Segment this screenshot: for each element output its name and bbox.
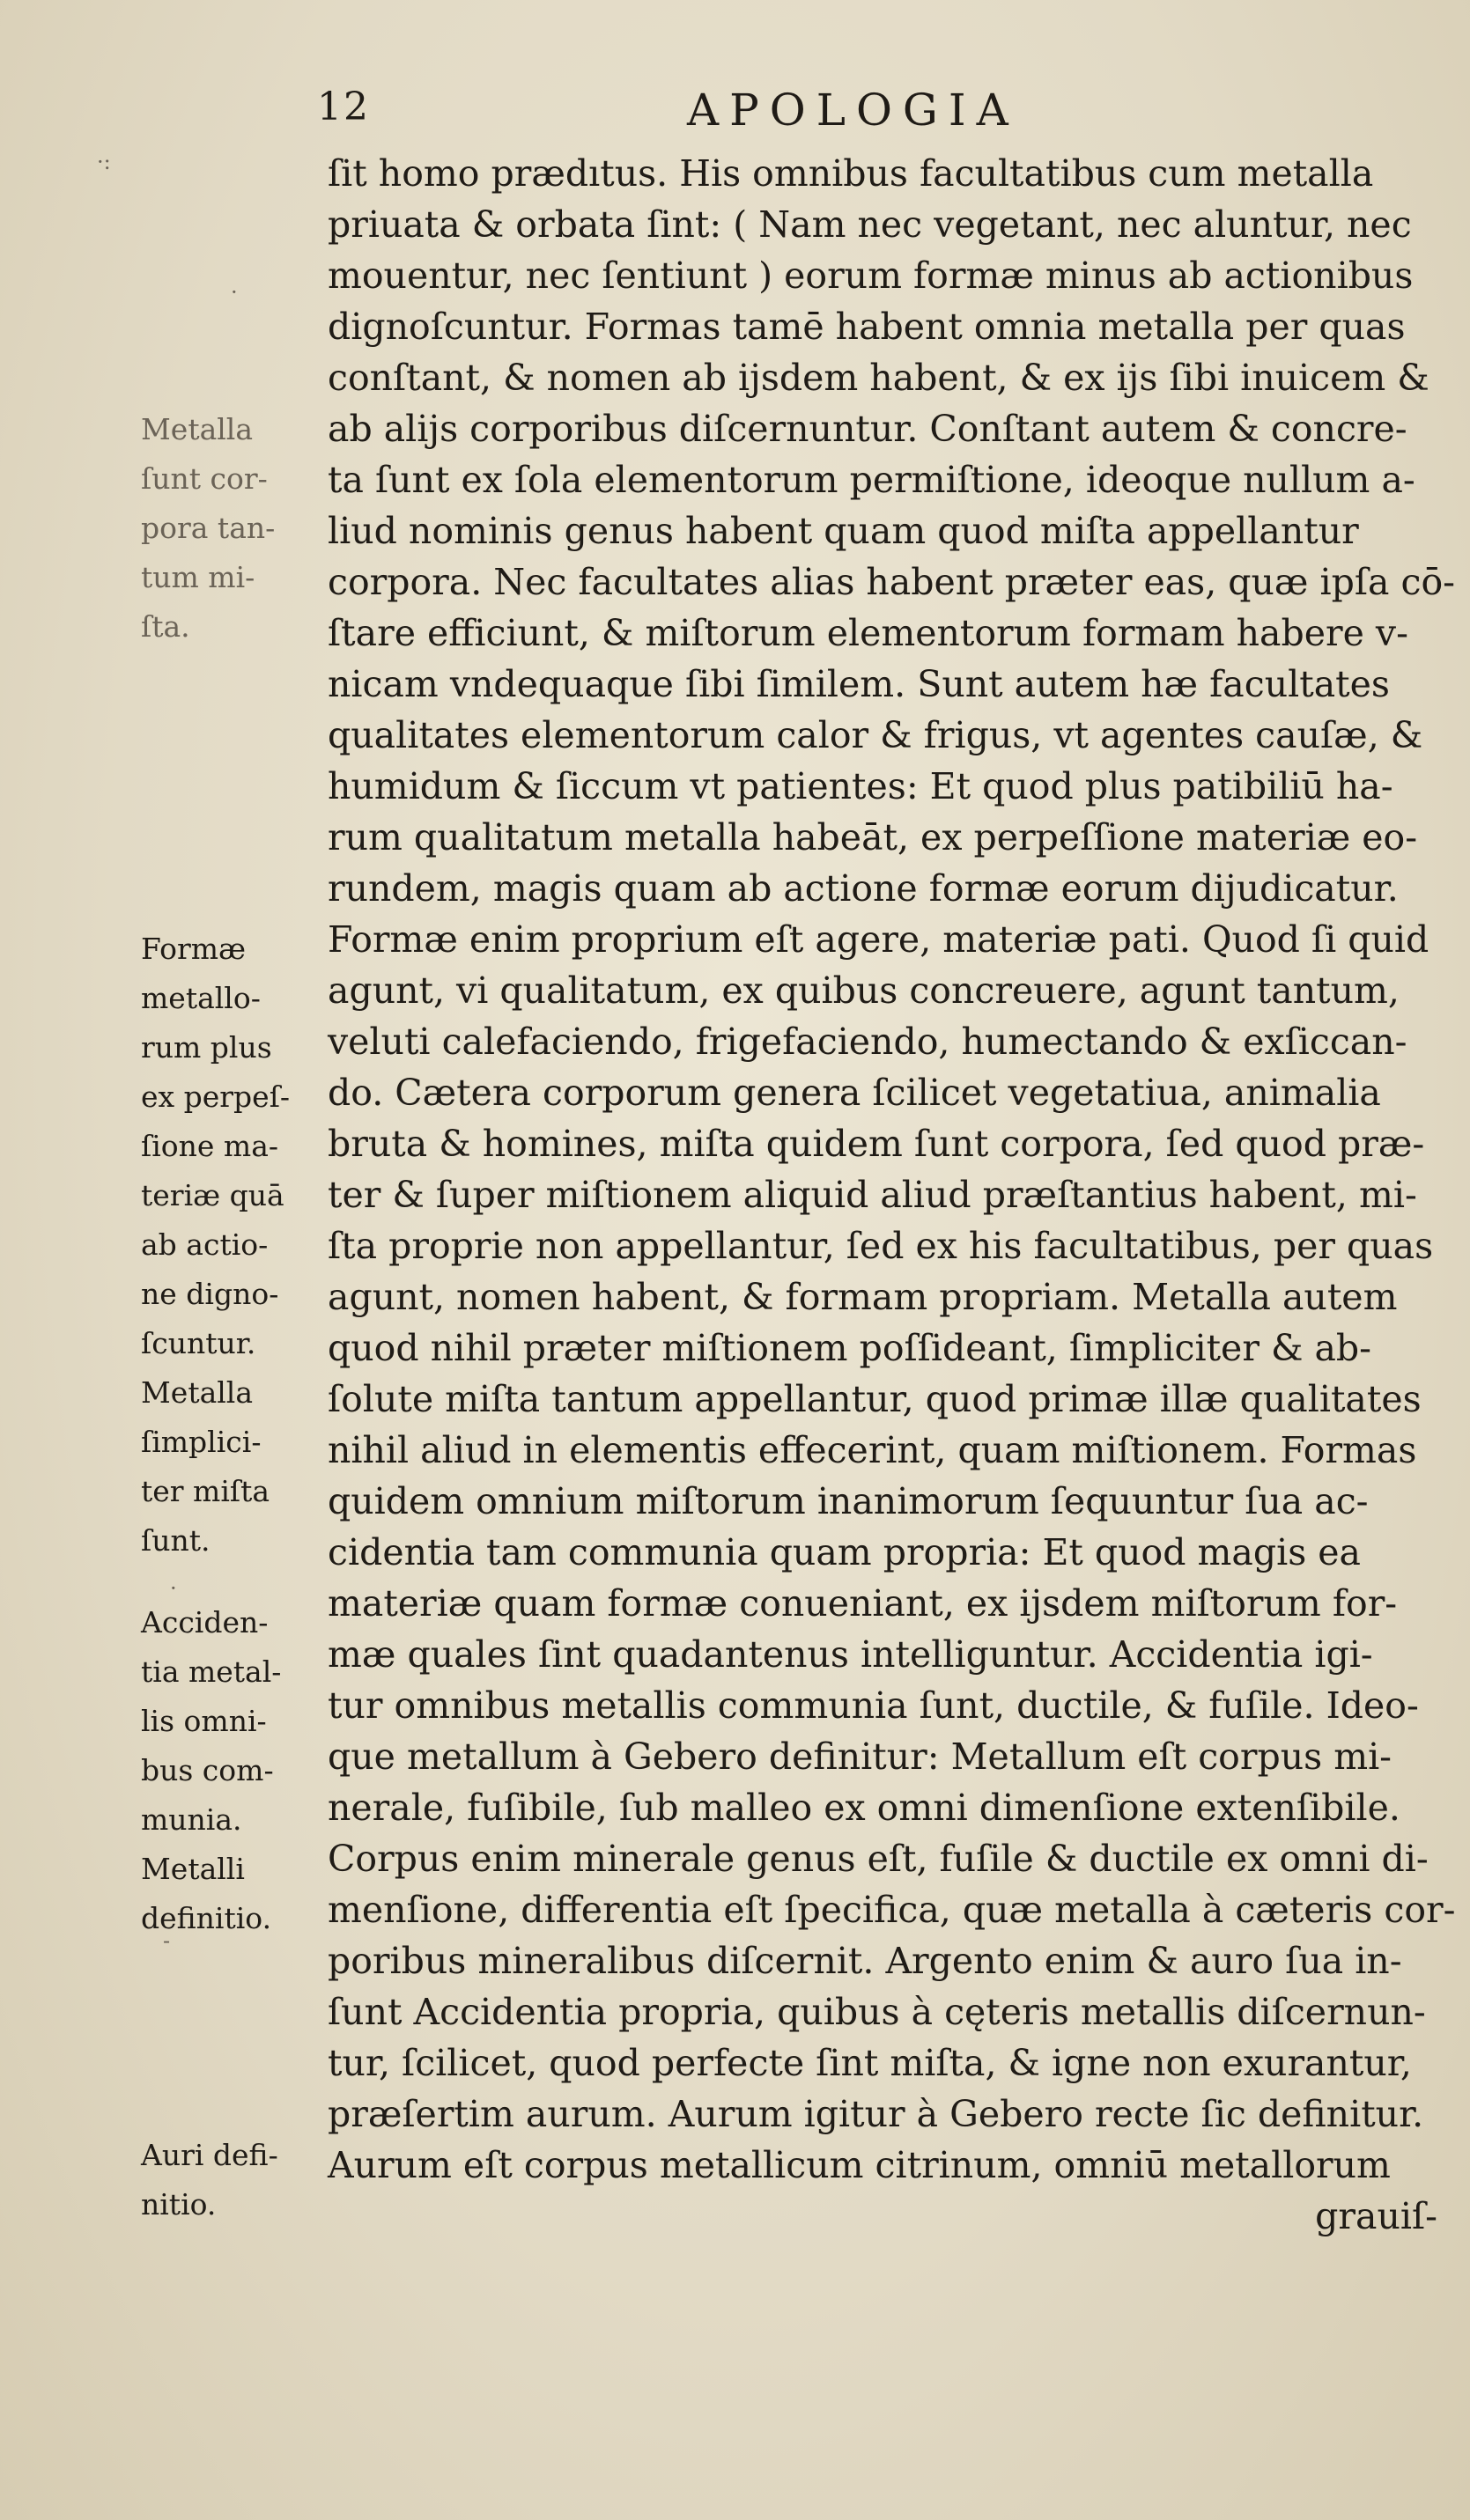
text-line: quod nihil præter miſtionem poſſideant, ſimpliciter & ab-	[328, 1327, 1372, 1369]
margin-note-auri-definitio	[141, 2131, 278, 2229]
margin-note-accidentia	[141, 1598, 281, 1943]
text-line: nerale, fuſibile, ſub malleo ex omni dimenſione extenſibile.	[328, 1787, 1400, 1829]
ink-speck: ·	[170, 1576, 177, 1601]
text-line: cidentia tam communia quam propria: Et quod magis ea	[328, 1531, 1361, 1573]
text-line: Formæ enim proprium eſt agere, materiæ pati. Quod ſi quid	[328, 918, 1429, 961]
margin-note-line: Metalla	[141, 412, 254, 446]
margin-note-formae-metallorum	[141, 925, 290, 1566]
page-header	[317, 85, 1330, 137]
margin-note-line: ſunt cor-	[141, 461, 268, 496]
text-line: ſta proprie non appellantur, ſed ex his facultatibus, per quas	[328, 1225, 1434, 1267]
text-line: rundem, magis quam ab actione formæ eorum dijudicatur.	[328, 867, 1399, 910]
text-line: poribus mineralibus diſcernit. Argento enim & auro ſua in-	[328, 1940, 1402, 1982]
text-line: nihil aliud in elementis effecerint, quam miſtionem. Formas	[328, 1429, 1417, 1471]
text-line: veluti calefaciendo, frigefaciendo, humectando & exſiccan-	[328, 1021, 1407, 1063]
margin-note-line: ſta.	[141, 609, 190, 644]
margin-note-line: teriæ quā	[141, 1178, 284, 1212]
text-line: menſione, differentia eſt ſpecifica, quæ metalla à cæteris cor-	[328, 1889, 1456, 1931]
margin-note-line: ſione ma-	[141, 1129, 279, 1163]
text-line: ſit homo prædıtus. His omnibus facultatibus cum metalla	[328, 152, 1374, 195]
running-title: APOLOGIA	[687, 85, 1019, 136]
text-line: mouentur, nec ſentiunt ) eorum formæ minus ab actionibus	[328, 254, 1414, 297]
text-line: tur, ſcilicet, quod perfecte ſint miſta, & igne non exurantur,	[328, 2042, 1412, 2084]
margin-note-line: ſunt.	[141, 1523, 211, 1558]
text-line: ſtare efficiunt, & miſtorum elementorum formam habere v-	[328, 612, 1408, 654]
text-line: liud nominis genus habent quam quod miſta appellantur	[328, 510, 1359, 552]
text-line: agunt, vi qualitatum, ex quibus concreuere, agunt tantum,	[328, 969, 1400, 1012]
text-line: conſtant, & nomen ab ijsdem habent, & ex ijs ſibi inuicem &	[328, 357, 1429, 399]
margin-note-line: Acciden-	[141, 1605, 269, 1639]
margin-note-line: Formæ	[141, 932, 247, 966]
margin-note-line: Metalla	[141, 1375, 254, 1410]
catchword: grauiſ-	[1315, 2195, 1437, 2237]
ink-speck: ·:	[97, 150, 111, 174]
text-line: rum qualitatum metalla habeāt, ex perpeſſione materiæ eo-	[328, 816, 1418, 858]
page-number: 12	[317, 85, 370, 129]
margin-note-line: ne digno-	[141, 1277, 279, 1311]
margin-note-line: ſimplici-	[141, 1425, 262, 1459]
text-line: quidem omnium miſtorum inanimorum ſequuntur ſua ac-	[328, 1480, 1369, 1522]
margin-note-line: Metalli	[141, 1852, 245, 1886]
main-text-block	[328, 148, 1456, 2242]
margin-note-line: definitio.	[141, 1901, 272, 1935]
margin-note-metalla-mista	[141, 405, 275, 652]
text-line: dignoſcuntur. Formas tamē habent omnia metalla per quas	[328, 306, 1406, 348]
text-line: humidum & ſiccum vt patientes: Et quod plus patibiliū ha-	[328, 765, 1393, 807]
margin-note-line: bus com-	[141, 1753, 274, 1787]
margin-note-line: munia.	[141, 1802, 242, 1837]
text-line: Aurum eſt corpus metallicum citrinum, omniū metallorum	[328, 2144, 1391, 2186]
margin-note-line: pora tan-	[141, 511, 276, 545]
text-line: qualitates elementorum calor & frigus, vt agentes cauſæ, &	[328, 714, 1423, 756]
margin-note-line: lis omni-	[141, 1704, 267, 1738]
margin-note-line: metallo-	[141, 981, 261, 1015]
ink-speck: ·	[231, 280, 238, 305]
text-line: corpora. Nec facultates alias habent præter eas, quæ ipſa cō-	[328, 561, 1456, 603]
text-line: que metallum à Gebero definitur: Metallum eſt corpus mi-	[328, 1735, 1392, 1778]
text-line: priuata & orbata ſint: ( Nam nec vegetant, nec aluntur, nec	[328, 203, 1412, 246]
margin-note-line: Auri defi-	[141, 2138, 278, 2172]
text-line: do. Cætera corporum genera ſcilicet vegetatiua, animalia	[328, 1072, 1381, 1114]
margin-note-line: nitio.	[141, 2187, 217, 2222]
text-line: ſunt Accidentia propria, quibus à cęteris metallis diſcernun-	[328, 1991, 1426, 2033]
margin-note-line: tum mi-	[141, 560, 255, 594]
text-line: bruta & homines, miſta quidem ſunt corpora, ſed quod præ-	[328, 1123, 1425, 1165]
text-line: ſolute miſta tantum appellantur, quod primæ illæ qualitates	[328, 1378, 1422, 1420]
margin-note-line: rum plus	[141, 1030, 272, 1065]
text-line: tur omnibus metallis communia ſunt, ductile, & fuſile. Ideo-	[328, 1684, 1419, 1727]
margin-note-line: ſcuntur.	[141, 1326, 256, 1360]
text-line: ta ſunt ex ſola elementorum permiſtione, ideoque nullum a-	[328, 459, 1415, 501]
text-line: Corpus enim minerale genus eſt, fuſile & ductile ex omni di-	[328, 1838, 1429, 1880]
text-line: ter & ſuper miſtionem aliquid aliud præſtantius habent, mi-	[328, 1174, 1417, 1216]
text-line: agunt, nomen habent, & formam propriam. Metalla autem	[328, 1276, 1398, 1318]
text-line: præſertim aurum. Aurum igitur à Gebero recte ſic definitur.	[328, 2093, 1424, 2135]
margin-note-line: ex perpeſ-	[141, 1079, 291, 1114]
margin-note-line: ab actio-	[141, 1227, 269, 1262]
text-line: ab alijs corporibus diſcernuntur. Conſtant autem & concre-	[328, 408, 1407, 450]
text-line: materiæ quam formæ conueniant, ex ijsdem miſtorum for-	[328, 1582, 1398, 1625]
margin-note-line: tia metal-	[141, 1654, 282, 1689]
text-line: nicam vndequaque ſibi ſimilem. Sunt autem hæ facultates	[328, 663, 1390, 705]
margin-note-line: ter miſta	[141, 1474, 270, 1508]
ink-speck: -	[163, 1928, 171, 1953]
text-line: mæ quales ſint quadantenus intelliguntur. Accidentia igi-	[328, 1633, 1373, 1676]
